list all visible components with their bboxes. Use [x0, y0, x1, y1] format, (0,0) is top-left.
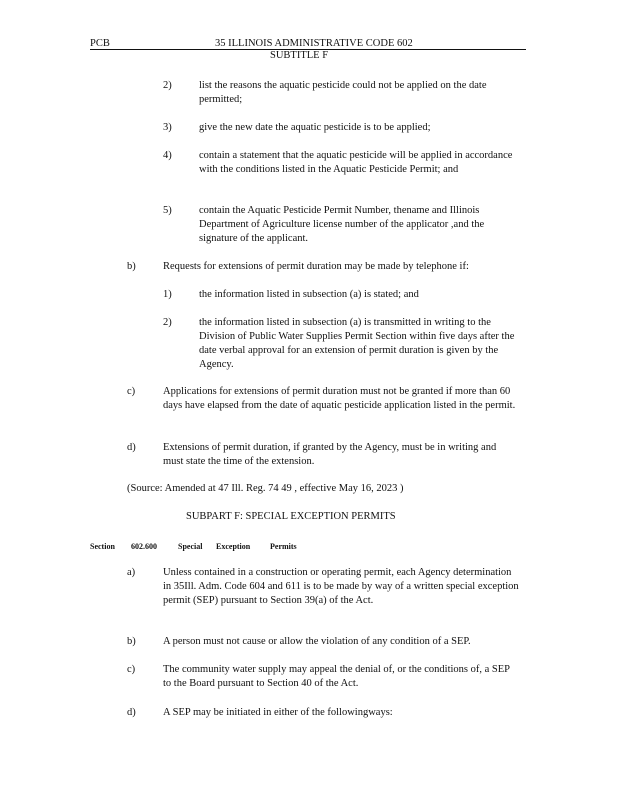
subpart-heading: SUBPART F: SPECIAL EXCEPTION PERMITS: [186, 511, 396, 522]
item-number: 2): [163, 80, 172, 91]
header-subtitle: SUBTITLE F: [270, 50, 329, 61]
paragraph-text: The community water supply may appeal the denial of, or the conditions of, a SEP to the Board pursuant to Section 40 of the Act.: [163, 664, 510, 689]
paragraph-letter: d): [127, 707, 136, 718]
item-number: 2): [163, 317, 172, 328]
section-title-word: Exception: [216, 542, 251, 551]
item-text: the information listed in subsection (a) is transmitted in writing to the Division of Public Water Supplies Permit Section within five days after the date verbal approval for an extension of permit duration is given by the Agency.: [199, 317, 515, 370]
section-number: 602.600: [131, 542, 157, 551]
header-title: 35 ILLINOIS ADMINISTRATIVE CODE 602: [215, 38, 413, 49]
item-text: contain the Aquatic Pesticide Permit Number, thename and Illinois Department of Agriculture license number of the applicator ,and the signature of the applicant.: [199, 205, 485, 244]
paragraph-letter: c): [127, 664, 136, 675]
paragraph-letter: b): [127, 636, 136, 647]
item-text: contain a statement that the aquatic pesticide will be applied in accordance with the conditions listed in the Aquatic Pesticide Permit; and: [199, 150, 513, 175]
paragraph-letter: d): [127, 442, 136, 453]
paragraph-text: Applications for extensions of permit duration must not be granted if more than 60 days have elapsed from the date of aquatic pesticide application listed in the permit.: [163, 386, 516, 411]
item-text: list the reasons the aquatic pesticide could not be applied on the date permitted;: [199, 80, 487, 105]
paragraph-text: Requests for extensions of permit duration may be made by telephone if:: [163, 261, 469, 272]
item-text: give the new date the aquatic pesticide is to be applied;: [199, 122, 431, 133]
item-number: 4): [163, 150, 172, 161]
paragraph-letter: b): [127, 261, 136, 272]
section-title-word: Special: [178, 542, 203, 551]
paragraph-letter: a): [127, 567, 136, 578]
paragraph-text: Unless contained in a construction or operating permit, each Agency determination in 35Ill. Adm. Code 604 and 611 is to be made by way of a written special exception permit (SEP) pursuant to Section 39(a) of the Act.: [163, 567, 519, 606]
item-number: 5): [163, 205, 172, 216]
paragraph-text: A SEP may be initiated in either of the followingways:: [163, 707, 393, 718]
paragraph-letter: c): [127, 386, 136, 397]
paragraph-text: A person must not cause or allow the violation of any condition of a SEP.: [163, 636, 471, 647]
paragraph-text: Extensions of permit duration, if granted by the Agency, must be in writing and must state the time of the extension.: [163, 442, 497, 467]
item-number: 1): [163, 289, 172, 300]
item-text: the information listed in subsection (a) is stated; and: [199, 289, 419, 300]
header-left: PCB: [90, 38, 110, 49]
section-title-word: Permits: [270, 542, 297, 551]
source-note: (Source: Amended at 47 Ill. Reg. 74 49 , effective May 16, 2023 ): [127, 483, 404, 494]
section-label: Section: [90, 542, 115, 551]
item-number: 3): [163, 122, 172, 133]
